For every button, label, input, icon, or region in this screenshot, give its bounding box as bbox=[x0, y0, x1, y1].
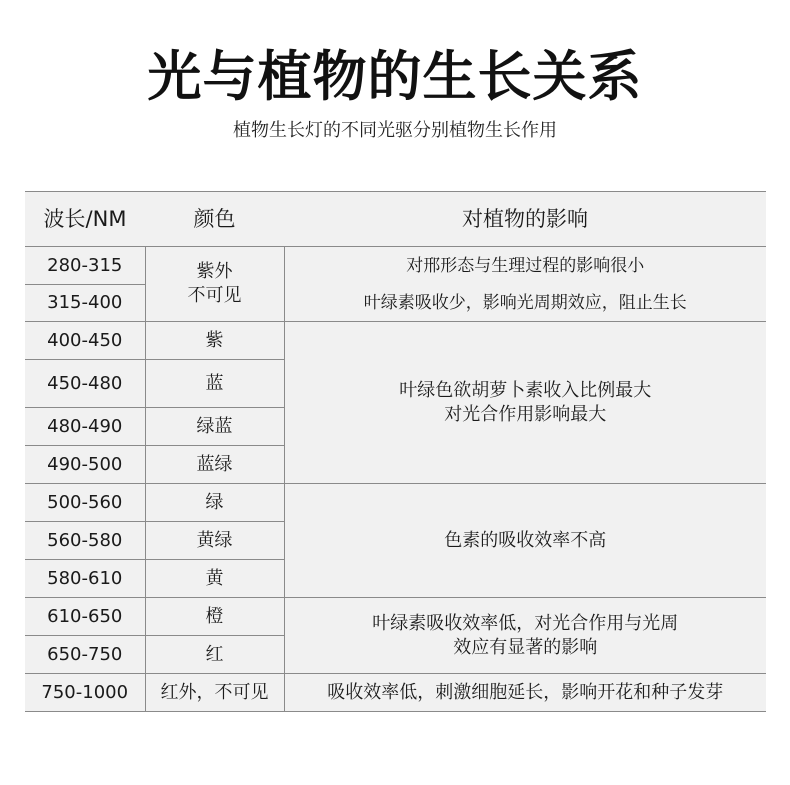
header-effect: 对植物的影响 bbox=[284, 192, 766, 247]
wavelength-cell: 750-1000 bbox=[25, 674, 145, 712]
effect-cell: 吸收效率低，刺激细胞延长，影响开花和种子发芽 bbox=[284, 674, 766, 712]
color-cell: 橙 bbox=[145, 598, 284, 636]
effect-cell: 叶绿素吸收少，影响光周期效应，阻止生长 bbox=[284, 285, 766, 322]
color-cell: 红 bbox=[145, 636, 284, 674]
color-line-1: 紫外 bbox=[196, 261, 233, 282]
table-row bbox=[25, 285, 766, 322]
wavelength-cell: 610-650 bbox=[25, 598, 145, 636]
color-cell: 紫 bbox=[145, 322, 284, 360]
color-cell: 黄绿 bbox=[145, 522, 284, 560]
table-row bbox=[25, 322, 766, 360]
wavelength-cell: 560-580 bbox=[25, 522, 145, 560]
color-cell: 蓝绿 bbox=[145, 446, 284, 484]
effect-cell: 对邢形态与生理过程的影响很小 bbox=[284, 247, 766, 285]
page-title: 光与植物的生长关系 bbox=[147, 45, 643, 108]
color-cell: 黄 bbox=[145, 560, 284, 598]
wavelength-cell: 280-315 bbox=[25, 247, 145, 285]
wavelength-cell: 480-490 bbox=[25, 408, 145, 446]
wavelength-cell: 490-500 bbox=[25, 446, 145, 484]
table-row bbox=[25, 598, 766, 636]
wavelength-cell: 650-750 bbox=[25, 636, 145, 674]
wavelength-cell: 450-480 bbox=[25, 360, 145, 408]
color-cell bbox=[145, 247, 284, 322]
color-line-2: 不可见 bbox=[187, 285, 242, 306]
color-cell: 绿 bbox=[145, 484, 284, 522]
table-row bbox=[25, 484, 766, 522]
wavelength-cell: 500-560 bbox=[25, 484, 145, 522]
color-cell: 红外，不可见 bbox=[145, 674, 284, 712]
header-wavelength: 波长/NM bbox=[25, 192, 145, 247]
table-header-row bbox=[25, 192, 766, 247]
effect-line-1: 叶绿色欲胡萝卜素收入比例最大 bbox=[399, 379, 652, 401]
effect-line-1: 叶绿素吸收效率低，对光合作用与光周 bbox=[372, 612, 679, 634]
effect-cell bbox=[284, 322, 766, 484]
table-row bbox=[25, 247, 766, 285]
color-cell: 蓝 bbox=[145, 360, 284, 408]
page-subtitle: 植物生长灯的不同光驱分别植物生长作用 bbox=[233, 120, 557, 141]
wavelength-cell: 315-400 bbox=[25, 285, 145, 322]
color-cell: 绿蓝 bbox=[145, 408, 284, 446]
effect-cell: 色素的吸收效率不高 bbox=[284, 484, 766, 598]
effect-line-2: 效应有显著的影响 bbox=[453, 636, 598, 658]
table-row bbox=[25, 674, 766, 712]
header-color: 颜色 bbox=[145, 192, 284, 247]
effect-cell bbox=[284, 598, 766, 674]
wavelength-cell: 580-610 bbox=[25, 560, 145, 598]
wavelength-cell: 400-450 bbox=[25, 322, 145, 360]
effect-line-2: 对光合作用影响最大 bbox=[444, 403, 607, 425]
light-effect-table bbox=[25, 191, 766, 712]
